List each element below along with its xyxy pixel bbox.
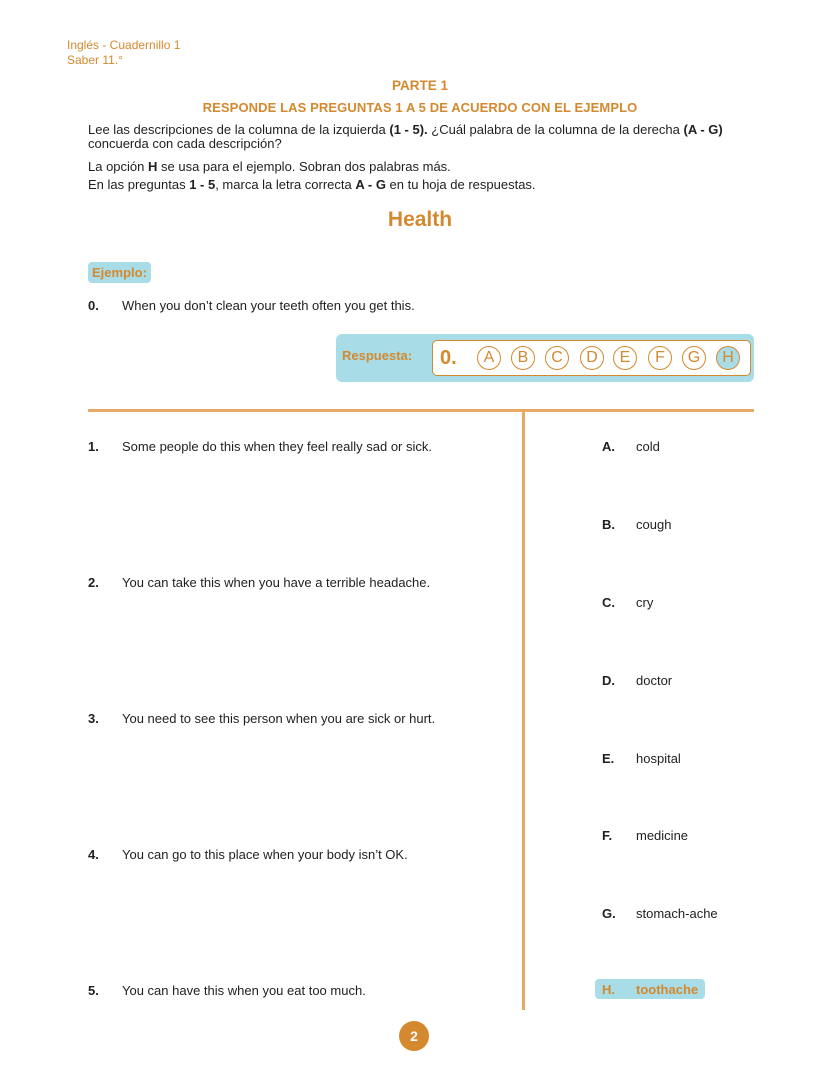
option-letter: D.: [602, 673, 615, 688]
question-text: When you don’t clean your teeth often you get this.: [122, 298, 415, 313]
option-word: stomach-ache: [636, 906, 718, 921]
bubble-c[interactable]: C: [545, 346, 569, 370]
option-c: [602, 595, 653, 610]
answer-label: Respuesta:: [342, 348, 413, 363]
example-question: [88, 298, 415, 313]
option-word: doctor: [636, 673, 673, 688]
question-text: You need to see this person when you are sick or hurt.: [122, 711, 436, 726]
bubble-g[interactable]: G: [682, 346, 706, 370]
bubble-h-selected[interactable]: H: [716, 346, 740, 370]
instruction-paragraph-2: La opción H se usa para el ejemplo. Sobran dos palabras más.: [88, 159, 451, 174]
question-number: 4.: [88, 847, 99, 862]
option-word: hospital: [636, 751, 681, 766]
answer-number: 0.: [440, 347, 457, 369]
option-letter: A.: [602, 439, 615, 454]
bubble-e[interactable]: E: [613, 346, 637, 370]
option-letter: C.: [602, 595, 615, 610]
question-number: 1.: [88, 439, 99, 454]
question-3: [88, 711, 435, 726]
question-1: [88, 439, 432, 454]
option-word: cough: [636, 517, 672, 532]
part-title: PARTE 1: [391, 78, 448, 93]
option-f: [602, 828, 688, 843]
column-divider: [522, 409, 525, 1010]
bubble-f[interactable]: F: [648, 346, 672, 370]
bubble-d[interactable]: D: [580, 346, 604, 370]
question-number: 3.: [88, 711, 99, 726]
question-text: You can have this when you eat too much.: [122, 983, 366, 998]
option-a: [602, 439, 660, 454]
example-answer-box: [336, 334, 754, 382]
page-number-badge: 2: [399, 1021, 429, 1051]
option-letter: G.: [602, 906, 616, 921]
horizontal-divider: [88, 409, 754, 412]
question-text: You can go to this place when your body isn’t OK.: [122, 847, 408, 862]
topic-title: Health: [387, 208, 453, 231]
instruction-paragraph-1: Lee las descripciones de la columna de la izquierda (1 - 5). ¿Cuál palabra de la columna de la derecha (A - G) concuerda con cada descripción?: [88, 122, 723, 151]
option-e: [602, 751, 681, 766]
example-badge: Ejemplo:: [88, 262, 151, 283]
question-number: 2.: [88, 575, 99, 590]
question-text: You can take this when you have a terrible headache.: [122, 575, 431, 590]
option-word: cry: [636, 595, 654, 610]
part-subtitle: RESPONDE LAS PREGUNTAS 1 A 5 DE ACUERDO CON EL EJEMPLO: [202, 100, 638, 115]
question-5: [88, 983, 366, 998]
instruction-paragraph-3: En las preguntas 1 - 5, marca la letra correcta A - G en tu hoja de respuestas.: [88, 177, 536, 192]
option-g: [602, 906, 718, 921]
booklet-header: [67, 38, 180, 68]
option-word: cold: [636, 439, 660, 454]
question-number: 5.: [88, 983, 99, 998]
option-word: toothache: [636, 981, 699, 997]
option-letter: E.: [602, 751, 615, 766]
option-letter: F.: [602, 828, 613, 843]
option-d: [602, 673, 672, 688]
question-text: Some people do this when they feel really sad or sick.: [122, 439, 433, 454]
question-2: [88, 575, 430, 590]
option-b: [602, 517, 671, 532]
question-4: [88, 847, 408, 862]
option-letter: B.: [602, 517, 615, 532]
option-letter: H.: [602, 981, 615, 997]
option-h-example: [595, 979, 705, 999]
bubble-b[interactable]: B: [511, 346, 535, 370]
answer-sheet-row: [432, 340, 751, 376]
question-number: 0.: [88, 298, 99, 313]
exam-name: Saber 11.°: [67, 53, 123, 67]
booklet-title: Inglés - Cuadernillo 1: [67, 38, 181, 52]
option-word: medicine: [636, 828, 689, 843]
bubble-a[interactable]: A: [477, 346, 501, 370]
